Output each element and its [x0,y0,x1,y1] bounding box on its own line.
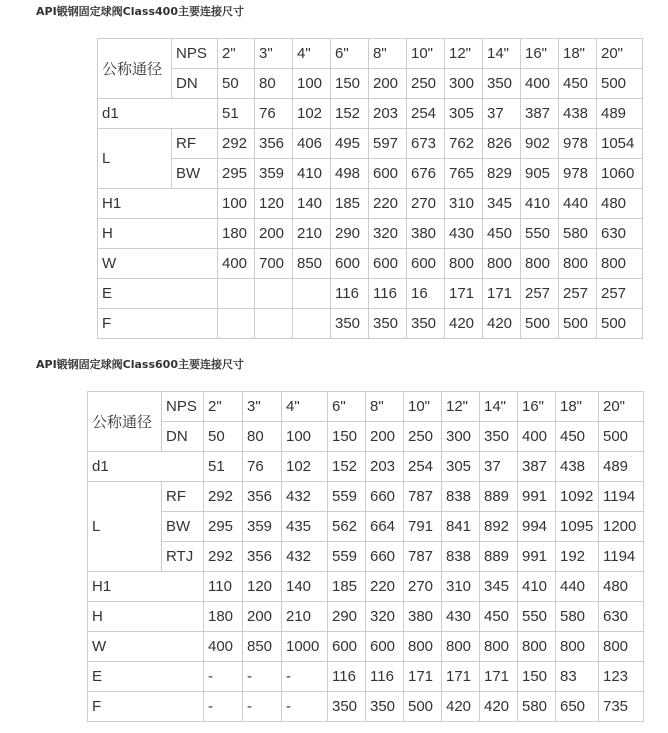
dn-label: DN [162,422,204,452]
table-cell: 320 [366,602,404,632]
table-cell: 440 [559,189,597,219]
table-cell: 310 [442,572,480,602]
row-bw [88,512,644,542]
table-cell: 500 [404,692,442,722]
table-cell: 200 [369,69,407,99]
row-f [98,309,643,339]
table-cell: 16 [407,279,445,309]
nps-label: NPS [162,392,204,422]
table-cell: 140 [293,189,331,219]
e-label: E [98,279,218,309]
bw-label: BW [172,159,218,189]
table-cell: 350 [407,309,445,339]
table-cell: 450 [480,602,518,632]
table-cell [218,309,255,339]
table-cell: 991 [518,542,556,572]
table-cell: 400 [518,422,556,452]
table-cell: 630 [597,219,643,249]
table-cell: 37 [480,452,518,482]
table-cell: 480 [599,572,644,602]
table-cell: 600 [328,632,366,662]
table-cell: 791 [404,512,442,542]
table-cell: 152 [328,452,366,482]
table-cell: 257 [559,279,597,309]
table-cell: 185 [331,189,369,219]
table-cell: 500 [559,309,597,339]
table-cell: 480 [597,189,643,219]
row-h1 [88,572,644,602]
table-cell: 978 [559,129,597,159]
table-cell: 850 [293,249,331,279]
table-cell [255,279,293,309]
table-cell: 597 [369,129,407,159]
table-cell: 800 [556,632,599,662]
table-cell: 345 [480,572,518,602]
table-cell: 735 [599,692,644,722]
table-cell: 345 [483,189,521,219]
table-cell: 3" [255,39,293,69]
table-cell: 600 [366,632,404,662]
table-cell: 295 [204,512,243,542]
dn-label: DN [172,69,218,99]
table-cell: 387 [518,452,556,482]
table-cell: 1194 [599,542,644,572]
table-title-class600: API锻钢固定球阀Class600主要连接尺寸 [36,358,244,371]
table-cell: 450 [559,69,597,99]
table-cell: 410 [518,572,556,602]
table-cell: 350 [480,422,518,452]
table-cell: 292 [204,542,243,572]
table-cell: 430 [445,219,483,249]
table-cell: 250 [407,69,445,99]
table-cell: 406 [293,129,331,159]
table-cell: 180 [204,602,243,632]
table-cell: 700 [255,249,293,279]
table-cell: 254 [407,99,445,129]
table-cell: 6" [328,392,366,422]
table-cell: 16" [518,392,556,422]
table-cell: - [282,692,328,722]
table-cell: 350 [331,309,369,339]
rf-label: RF [162,482,204,512]
table-cell: 171 [483,279,521,309]
table-cell: 305 [442,452,480,482]
table-cell: 171 [404,662,442,692]
table-cell: 200 [243,602,282,632]
w-label: W [88,632,204,662]
table-cell: 664 [366,512,404,542]
table-cell: 200 [255,219,293,249]
table-cell: 20" [599,392,644,422]
table-cell: 270 [404,572,442,602]
table-cell: 562 [328,512,366,542]
table-cell: 83 [556,662,599,692]
table-cell: 600 [369,159,407,189]
table-cell: 600 [369,249,407,279]
table-cell: 203 [366,452,404,482]
f-label: F [88,692,204,722]
table-cell: 16" [521,39,559,69]
rtj-label: RTJ [162,542,204,572]
table-cell: 290 [331,219,369,249]
table-cell: 400 [521,69,559,99]
table-cell [218,279,255,309]
table-cell: 500 [597,309,643,339]
table-cell: 110 [204,572,243,602]
table-cell: 359 [243,512,282,542]
table-cell: 200 [366,422,404,452]
table-cell: 116 [366,662,404,692]
nps-label: NPS [172,39,218,69]
row-nps [88,392,644,422]
table-cell: 180 [218,219,255,249]
table-cell: 850 [243,632,282,662]
table-cell: 2" [204,392,243,422]
w-label: W [98,249,218,279]
table-cell: 450 [556,422,599,452]
table-cell: 350 [369,309,407,339]
table-cell: 905 [521,159,559,189]
table-cell: 660 [366,542,404,572]
table-cell: 800 [559,249,597,279]
table-cell: - [243,662,282,692]
table-cell: 580 [559,219,597,249]
row-nps [98,39,643,69]
f-label: F [98,309,218,339]
table-cell: 140 [282,572,328,602]
table-cell: 356 [255,129,293,159]
table-cell: 8" [369,39,407,69]
table-cell: 12" [442,392,480,422]
table-cell: 1054 [597,129,643,159]
table-cell: 3" [243,392,282,422]
table-cell: 20" [597,39,643,69]
class600-dimension-table [87,391,644,722]
d1-label: d1 [88,452,204,482]
table-cell: 800 [442,632,480,662]
table-cell: 292 [204,482,243,512]
table-cell: 838 [442,482,480,512]
table-cell: 440 [556,572,599,602]
table-cell: 80 [243,422,282,452]
table-cell: 550 [521,219,559,249]
table-cell: 673 [407,129,445,159]
h1-label: H1 [98,189,218,219]
table-cell: 420 [480,692,518,722]
table-cell: 902 [521,129,559,159]
table-cell: 892 [480,512,518,542]
table-cell: 300 [445,69,483,99]
table-cell: 800 [483,249,521,279]
table-cell: 290 [328,602,366,632]
table-cell: 171 [480,662,518,692]
table-cell: 1200 [599,512,644,542]
table-cell: 152 [331,99,369,129]
table-cell: 116 [328,662,366,692]
table-cell: 150 [328,422,366,452]
table-cell: 192 [556,542,599,572]
table-cell: 787 [404,542,442,572]
table-cell: 1194 [599,482,644,512]
table-cell: 580 [556,602,599,632]
table-cell: 350 [483,69,521,99]
table-cell: 495 [331,129,369,159]
d1-label: d1 [98,99,218,129]
table-cell: 295 [218,159,255,189]
nominal-size-header: 公称通径 [88,392,162,452]
table-cell: 292 [218,129,255,159]
row-h [98,219,643,249]
table-cell: - [204,662,243,692]
table-cell: 420 [442,692,480,722]
table-cell: 438 [556,452,599,482]
table-cell: 50 [204,422,243,452]
table-cell: 185 [328,572,366,602]
table-cell: 380 [404,602,442,632]
table-cell: 380 [407,219,445,249]
row-w [98,249,643,279]
table-cell: 210 [282,602,328,632]
table-cell: 270 [407,189,445,219]
row-rf [98,129,643,159]
table-title-class400: API锻钢固定球阀Class400主要连接尺寸 [36,5,244,18]
table-cell: 250 [404,422,442,452]
table-cell: 220 [369,189,407,219]
length-label: L [88,482,162,572]
table-cell: 762 [445,129,483,159]
row-w [88,632,644,662]
row-bw [98,159,643,189]
row-dn [88,422,644,452]
table-cell: 80 [255,69,293,99]
table-cell: 10" [404,392,442,422]
table-cell: 829 [483,159,521,189]
row-e [98,279,643,309]
table-cell: 650 [556,692,599,722]
table-cell: 800 [521,249,559,279]
table-cell: 550 [518,602,556,632]
table-cell: 432 [282,542,328,572]
table-cell: 765 [445,159,483,189]
h1-label: H1 [88,572,204,602]
table-cell: 420 [445,309,483,339]
table-cell: 356 [243,542,282,572]
table-cell: 838 [442,542,480,572]
table-cell: 257 [521,279,559,309]
table-cell [255,309,293,339]
table-cell: 4" [293,39,331,69]
table-cell: 171 [442,662,480,692]
table-cell: 994 [518,512,556,542]
table-cell: 889 [480,482,518,512]
table-cell: 660 [366,482,404,512]
table-cell: 51 [204,452,243,482]
row-f [88,692,644,722]
table-cell: 102 [293,99,331,129]
row-dn [98,69,643,99]
table-cell: 489 [599,452,644,482]
table-cell: - [243,692,282,722]
table-cell: 150 [331,69,369,99]
table-cell: 600 [331,249,369,279]
table-cell: 18" [559,39,597,69]
table-cell: 800 [599,632,644,662]
table-cell: 18" [556,392,599,422]
row-e [88,662,644,692]
table-cell: 991 [518,482,556,512]
table-cell: 4" [282,392,328,422]
h-label: H [98,219,218,249]
table-cell: 123 [599,662,644,692]
table-cell: 676 [407,159,445,189]
table-cell: 787 [404,482,442,512]
table-cell: 600 [407,249,445,279]
table-cell: 1092 [556,482,599,512]
table-cell: 300 [442,422,480,452]
table-cell: 6" [331,39,369,69]
length-label: L [98,129,172,189]
table-cell: 978 [559,159,597,189]
table-cell: 100 [293,69,331,99]
row-d1 [88,452,644,482]
table-cell: 120 [243,572,282,602]
table-cell: 310 [445,189,483,219]
table-cell: 350 [366,692,404,722]
table-cell: 559 [328,542,366,572]
e-label: E [88,662,204,692]
table-cell: 1000 [282,632,328,662]
table-cell: 37 [483,99,521,129]
table-cell: 150 [518,662,556,692]
table-cell: 826 [483,129,521,159]
table-cell: 100 [282,422,328,452]
table-cell: 171 [445,279,483,309]
table-cell: 350 [328,692,366,722]
table-cell: 203 [369,99,407,129]
table-cell: 400 [218,249,255,279]
nominal-size-header: 公称通径 [98,39,172,99]
table-cell: 14" [480,392,518,422]
table-cell: 305 [445,99,483,129]
table-cell: 102 [282,452,328,482]
table-cell: 387 [521,99,559,129]
table-cell: 410 [521,189,559,219]
table-cell: 489 [597,99,643,129]
row-rf [88,482,644,512]
table-cell: 116 [369,279,407,309]
table-cell: 51 [218,99,255,129]
table-cell: 100 [218,189,255,219]
table-cell: 500 [599,422,644,452]
table-cell: 359 [255,159,293,189]
table-cell: 257 [597,279,643,309]
table-cell: 438 [559,99,597,129]
table-cell: 889 [480,542,518,572]
table-cell: 800 [480,632,518,662]
table-cell [293,279,331,309]
table-cell: 400 [204,632,243,662]
table-cell: - [282,662,328,692]
table-cell: 76 [243,452,282,482]
table-cell: 120 [255,189,293,219]
table-cell: 320 [369,219,407,249]
table-cell: 500 [521,309,559,339]
table-cell: 1060 [597,159,643,189]
table-cell: 220 [366,572,404,602]
table-cell: 800 [445,249,483,279]
class400-dimension-table [97,38,643,339]
table-cell: 500 [597,69,643,99]
table-cell: - [204,692,243,722]
table-cell: 800 [518,632,556,662]
table-cell: 14" [483,39,521,69]
table-cell: 1095 [556,512,599,542]
row-h1 [98,189,643,219]
table-cell: 630 [599,602,644,632]
row-h [88,602,644,632]
table-cell: 254 [404,452,442,482]
table-cell: 410 [293,159,331,189]
table-cell [293,309,331,339]
row-rtj [88,542,644,572]
table-cell: 559 [328,482,366,512]
table-cell: 841 [442,512,480,542]
rf-label: RF [172,129,218,159]
table-cell: 356 [243,482,282,512]
bw-label: BW [162,512,204,542]
row-d1 [98,99,643,129]
table-cell: 800 [404,632,442,662]
table-cell: 210 [293,219,331,249]
table-cell: 498 [331,159,369,189]
table-cell: 450 [483,219,521,249]
table-cell: 12" [445,39,483,69]
table-cell: 435 [282,512,328,542]
table-cell: 76 [255,99,293,129]
table-cell: 10" [407,39,445,69]
table-cell: 430 [442,602,480,632]
table-cell: 580 [518,692,556,722]
table-cell: 432 [282,482,328,512]
table-cell: 116 [331,279,369,309]
h-label: H [88,602,204,632]
table-cell: 50 [218,69,255,99]
table-cell: 8" [366,392,404,422]
table-cell: 2" [218,39,255,69]
table-cell: 800 [597,249,643,279]
table-cell: 420 [483,309,521,339]
